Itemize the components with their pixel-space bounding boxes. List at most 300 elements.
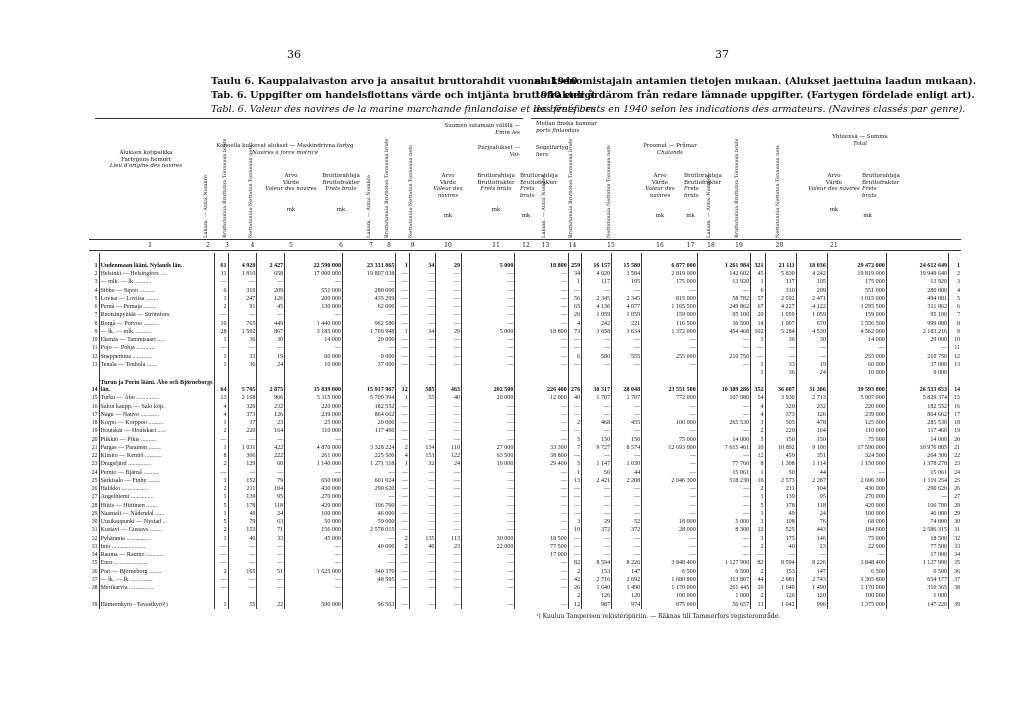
row-label: Hiitis — Hiittinen .......: [99, 502, 215, 510]
table-cell: [582, 369, 612, 377]
table-cell: 28: [215, 328, 228, 336]
table-cell: 79: [257, 477, 285, 485]
table-cell: 6 877 000: [642, 253, 698, 270]
table-cell: —: [285, 551, 343, 559]
header-block-14: [636, 173, 684, 220]
table-cell: 55: [228, 601, 257, 609]
table-cell: 17 000: [886, 551, 948, 559]
table-cell: 42: [568, 576, 581, 584]
row-label: — lk. — lk. ..............: [99, 576, 215, 584]
header-block-20: [862, 173, 900, 220]
row-index: 32: [91, 535, 98, 542]
table-cell: 60: [257, 460, 285, 468]
table-cell: —: [515, 403, 568, 411]
table-cell: 110: [436, 444, 462, 452]
row-label: Merikarvia ................: [99, 584, 215, 592]
row-label: Eura .......................: [99, 559, 215, 567]
table-cell: 1: [215, 295, 228, 303]
table-cell: 16: [751, 477, 765, 485]
table-row: [89, 510, 961, 518]
table-cell: —: [396, 551, 409, 559]
table-cell: 220 000: [827, 403, 886, 411]
table-cell: —: [568, 485, 581, 493]
table-cell: [642, 369, 698, 377]
table-cell: 28 048: [612, 377, 642, 394]
table-cell: 46 000: [886, 510, 948, 518]
table-cell: 7 615 461: [697, 444, 750, 452]
table-cell: —: [228, 543, 257, 551]
table-cell: —: [582, 336, 612, 344]
table-cell: 249 862: [697, 303, 750, 311]
table-cell: —: [697, 361, 750, 369]
table-cell: 10 976 885: [886, 444, 948, 452]
row-index-right: 12: [949, 353, 961, 361]
table-cell: —: [409, 518, 436, 526]
table-cell: 64: [215, 377, 228, 394]
row-label: [99, 369, 215, 377]
row-index-right: 20: [949, 436, 961, 444]
table-cell: 118: [796, 502, 827, 510]
table-cell: 24: [257, 361, 285, 369]
table-cell: 265 530: [697, 419, 750, 427]
table-cell: 24: [436, 460, 462, 468]
table-cell: —: [409, 287, 436, 295]
table-cell: —: [396, 419, 409, 427]
table-cell: [568, 369, 581, 377]
table-cell: —: [515, 270, 568, 278]
table-cell: 6: [751, 287, 765, 295]
table-cell: —: [462, 493, 515, 501]
table-cell: 113: [436, 535, 462, 543]
row-label: Piikkiö — Pikis ..........: [99, 436, 215, 444]
table-cell: —: [436, 287, 462, 295]
table-cell: 2: [396, 535, 409, 543]
table-cell: 8 594: [765, 559, 796, 567]
row-index: 31: [91, 527, 98, 534]
table-cell: 1 295 500: [827, 303, 886, 311]
table-cell: [215, 369, 228, 377]
header-block-15-line: Bruttofrakter: [684, 179, 722, 186]
table-cell: —: [409, 270, 436, 278]
row-index-right: 16: [949, 403, 961, 411]
table-cell: 49: [765, 510, 796, 518]
header-vertical-18: Nettotonnia Nettoton Tonneaux nets: [774, 145, 781, 238]
table-cell: 12: [568, 601, 581, 609]
table-cell: —: [257, 344, 285, 352]
row-label: Rnotsinpyhtää — Strömfors: [99, 311, 215, 319]
column-number: 8: [387, 242, 391, 249]
table-cell: 1 059: [765, 311, 796, 319]
row-label: Tenala — Tenhola .......: [99, 361, 215, 369]
column-number: 17: [686, 242, 695, 249]
table-cell: 3 658: [582, 328, 612, 336]
table-cell: 40: [409, 543, 436, 551]
table-cell: 1 015 000: [827, 295, 886, 303]
table-cell: 120: [612, 592, 642, 600]
table-cell: —: [215, 278, 228, 286]
table-cell: 1 490: [796, 584, 827, 592]
header-block-10-line: Frets bruts: [520, 186, 535, 199]
row-label: Ekenäs — Tammisaari .....: [99, 336, 215, 344]
table-cell: 54: [751, 394, 765, 402]
table-cell: 175 000: [827, 278, 886, 286]
table-cell: —: [515, 427, 568, 435]
table-cell: 259: [568, 253, 581, 270]
table-cell: [697, 369, 750, 377]
table-cell: 6 500: [642, 568, 698, 576]
header-block-15-line: Frets bruts: [684, 186, 699, 199]
table-cell: —: [409, 510, 436, 518]
header-block-10-line: Bruttofrakter: [520, 179, 558, 186]
table-cell: —: [568, 452, 581, 460]
table-cell: 52: [612, 518, 642, 526]
row-index-right: 5: [949, 295, 961, 303]
header-block-15-unit: mk: [686, 213, 695, 219]
table-cell: 264 300: [886, 452, 948, 460]
table-cell: 1 031: [228, 444, 257, 452]
table-cell: 2: [751, 592, 765, 600]
table-cell: 77 760: [697, 460, 750, 468]
title-fr-right: des frets bruts en 1940 selon les indications des armateurs. (Navires classés par genre).: [534, 104, 966, 115]
table-cell: 73: [568, 328, 581, 336]
header-motor-fr: Navires à force motrice: [252, 149, 318, 156]
table-cell: 95 100: [886, 311, 948, 319]
table-cell: 5: [751, 436, 765, 444]
table-cell: [515, 369, 568, 377]
table-cell: 10 000: [285, 361, 343, 369]
table-cell: —: [257, 469, 285, 477]
table-cell: 454 468: [697, 328, 750, 336]
table-cell: 6: [568, 353, 581, 361]
column-number: 20: [775, 242, 784, 249]
table-cell: 79: [228, 518, 257, 526]
table-cell: 962 580: [343, 320, 396, 328]
row-index: 34: [91, 552, 98, 558]
table-cell: —: [436, 510, 462, 518]
table-cell: 1 640: [582, 584, 612, 592]
table-cell: 164: [796, 427, 827, 435]
table-cell: —: [642, 493, 698, 501]
table-cell: 14: [751, 320, 765, 328]
column-number: 1: [148, 242, 152, 249]
table-cell: 225 500: [343, 452, 396, 460]
table-cell: —: [409, 477, 436, 485]
row-label: Kimito — Kemiö ...........: [99, 452, 215, 460]
page-number-right: 37: [715, 48, 729, 61]
table-cell: 153: [582, 568, 612, 576]
table-cell: 4: [396, 452, 409, 460]
table-cell: 37: [228, 419, 257, 427]
table-cell: 152: [228, 477, 257, 485]
table-cell: 32: [409, 460, 436, 468]
table-row: [89, 452, 961, 460]
table-cell: [612, 369, 642, 377]
table-cell: —: [215, 584, 228, 592]
table-cell: —: [343, 535, 396, 543]
table-cell: 3: [215, 477, 228, 485]
table-cell: 29: [582, 518, 612, 526]
table-cell: 8 594: [582, 559, 612, 567]
table-cell: 1 114: [796, 460, 827, 468]
table-cell: 463: [436, 377, 462, 394]
table-cell: 12: [396, 377, 409, 394]
table-cell: 2 287: [796, 477, 827, 485]
table-cell: 22 000: [462, 543, 515, 551]
table-cell: 420 000: [827, 502, 886, 510]
table-cell: 82: [568, 559, 581, 567]
table-cell: 2 427: [257, 253, 285, 270]
header-vertical-16: Lukum. — Antal Nombre: [706, 175, 712, 238]
table-cell: 76: [796, 518, 827, 526]
table-cell: 420 000: [285, 502, 343, 510]
table-row: [89, 559, 961, 567]
header-block-10-line: Bruttorahteja: [520, 173, 558, 179]
table-cell: 5 000: [697, 518, 750, 526]
table-cell: 29 472 000: [827, 253, 886, 270]
table-cell: —: [436, 502, 462, 510]
row-index: 4: [94, 287, 98, 294]
rule-top-right: [531, 118, 959, 119]
table-cell: 585: [409, 377, 436, 394]
table-cell: —: [396, 361, 409, 369]
table-cell: 15 061: [697, 469, 750, 477]
row-index-right: 30: [949, 518, 961, 526]
table-cell: 175 000: [642, 278, 698, 286]
table-cell: 455: [612, 419, 642, 427]
table-cell: 2: [215, 427, 228, 435]
table-cell: —: [827, 469, 886, 477]
row-index-right: 18: [949, 419, 961, 427]
table-cell: 16 157: [582, 253, 612, 270]
row-index: 19: [91, 428, 98, 435]
table-cell: 2 183 216: [886, 328, 948, 336]
table-cell: 100 000: [827, 510, 886, 518]
table-cell: —: [462, 278, 515, 286]
table-cell: 44: [796, 469, 827, 477]
table-cell: [436, 369, 462, 377]
table-cell: 1: [215, 336, 228, 344]
header-yhteensa-fi: Yhteensä — Summa: [832, 134, 888, 140]
table-cell: —: [409, 568, 436, 576]
table-cell: —: [396, 311, 409, 319]
table-cell: —: [409, 485, 436, 493]
table-cell: 9 106: [796, 444, 827, 452]
table-cell: —: [228, 311, 257, 319]
table-cell: —: [568, 493, 581, 501]
table-cell: 2: [215, 526, 228, 534]
table-cell: —: [642, 427, 698, 435]
row-index-right: 31: [949, 526, 961, 534]
table-cell: 153: [409, 452, 436, 460]
table-cell: 2: [568, 568, 581, 576]
table-cell: 2: [215, 485, 228, 493]
table-cell: —: [436, 411, 462, 419]
table-cell: —: [697, 452, 750, 460]
table-cell: —: [582, 543, 612, 551]
table-cell: —: [582, 411, 612, 419]
table-cell: 601 024: [343, 477, 396, 485]
table-cell: —: [462, 295, 515, 303]
table-cell: 75 000: [827, 436, 886, 444]
table-cell: 4: [215, 403, 228, 411]
table-cell: 182 552: [886, 403, 948, 411]
row-index: 7: [94, 312, 98, 319]
table-cell: 45: [257, 303, 285, 311]
table-cell: 117: [765, 278, 796, 286]
table-cell: 3: [751, 419, 765, 427]
table-cell: —: [462, 601, 515, 609]
row-index: 24: [91, 469, 98, 476]
table-cell: 1: [751, 361, 765, 369]
table-cell: 1: [396, 253, 409, 270]
column-number: 9: [410, 242, 415, 249]
table-cell: 12 693 000: [642, 444, 698, 452]
table-cell: —: [462, 361, 515, 369]
table-cell: —: [796, 353, 827, 361]
row-index-right: 33: [949, 543, 961, 551]
table-cell: —: [409, 344, 436, 352]
table-cell: 135: [409, 535, 436, 543]
table-cell: —: [697, 510, 750, 518]
table-cell: 23: [436, 543, 462, 551]
table-cell: 153: [228, 526, 257, 534]
table-cell: 165: [228, 568, 257, 576]
header-block-14-line: Värde: [651, 179, 669, 186]
table-cell: 182 552: [343, 403, 396, 411]
table-cell: 518 230: [697, 477, 750, 485]
header-block-19-line: Arvo: [827, 173, 841, 179]
table-cell: 270 000: [285, 493, 343, 501]
table-cell: —: [396, 270, 409, 278]
header-block-20-line: Frets bruts: [862, 186, 877, 199]
table-cell: 153: [765, 568, 796, 576]
table-cell: 2 345: [582, 295, 612, 303]
table-cell: —: [409, 353, 436, 361]
header-block-19: [806, 173, 862, 213]
table-cell: 33: [765, 361, 796, 369]
table-row: [89, 419, 961, 427]
table-cell: —: [568, 510, 581, 518]
table-cell: —: [436, 270, 462, 278]
table-cell: —: [396, 353, 409, 361]
table-cell: —: [612, 452, 642, 460]
header-block-9-unit: mk: [491, 206, 501, 213]
table-cell: 65: [568, 303, 581, 311]
table-cell: —: [697, 427, 750, 435]
row-label: Helsinki — Helsingfors ....: [99, 270, 215, 278]
title-fi-left: Taulu 6. Kauppalaivaston arvo ja ansaitut bruttorahdit vuonna 1940: [211, 76, 578, 87]
table-cell: 36: [228, 336, 257, 344]
table-row: [89, 427, 961, 435]
table-cell: 5 829 374: [886, 394, 948, 402]
table-cell: 29 400: [515, 460, 568, 468]
table-cell: —: [436, 576, 462, 584]
table-cell: 37 000: [343, 361, 396, 369]
table-cell: 5 284: [765, 328, 796, 336]
table-cell: 125 000: [827, 419, 886, 427]
table-cell: 45: [751, 270, 765, 278]
table-cell: 19 819 000: [827, 270, 886, 278]
table-cell: —: [396, 576, 409, 584]
table-cell: 10: [568, 526, 581, 534]
table-cell: 4 020: [582, 270, 612, 278]
table-cell: 37 000: [886, 361, 948, 369]
row-index-right: 26: [949, 485, 961, 493]
table-cell: —: [765, 344, 796, 352]
table-cell: —: [582, 493, 612, 501]
header-home-port-fi: Aluksen kotipaikka: [119, 150, 173, 156]
header-vertical-2: Nettotonnia Nettoton Tonneaux nets: [247, 145, 254, 238]
table-cell: 555: [612, 353, 642, 361]
table-cell: 75 000: [642, 436, 698, 444]
table-cell: 867: [257, 328, 285, 336]
table-cell: —: [515, 568, 568, 576]
table-cell: 2: [568, 592, 581, 600]
table-row: [89, 336, 961, 344]
table-cell: 1: [215, 535, 228, 543]
title-sv-right: 1940 enligt därom från redare lämnade uppgifter. (Fartygen fördelade enligt art).: [534, 90, 975, 101]
table-cell: —: [568, 287, 581, 295]
table-cell: 2: [751, 543, 765, 551]
table-cell: 134: [409, 444, 436, 452]
row-label: Uudenmaan lääni. Nylands län.: [99, 253, 215, 270]
table-cell: —: [285, 576, 343, 584]
table-cell: —: [396, 510, 409, 518]
table-cell: 18 800: [515, 253, 568, 270]
table-cell: —: [436, 436, 462, 444]
table-cell: 139: [765, 493, 796, 501]
table-cell: 220: [765, 427, 796, 435]
header-vertical-6: Bruttotonnia Bruttoton Tonneaux bruts: [384, 138, 390, 238]
table-cell: —: [436, 344, 462, 352]
table-cell: 45 000: [285, 535, 343, 543]
row-index: 33: [91, 543, 98, 550]
table-cell: —: [582, 344, 612, 352]
table-cell: —: [396, 601, 409, 609]
row-label: Houtskär — Houtskari .....: [99, 427, 215, 435]
table-cell: 4 122: [796, 303, 827, 311]
table-cell: 120: [796, 592, 827, 600]
row-index: 8: [94, 320, 98, 327]
table-cell: —: [515, 278, 568, 286]
header-block-4-line: Frets bruts: [325, 186, 357, 192]
table-cell: 2 421: [582, 477, 612, 485]
table-cell: 3 305 800: [827, 576, 886, 584]
table-cell: —: [751, 353, 765, 361]
row-index-right: 8: [949, 320, 961, 328]
column-number: 18: [707, 242, 715, 249]
table-cell: —: [568, 411, 581, 419]
header-block-19-line: Valeur des navires: [808, 186, 860, 192]
table-row: [89, 303, 961, 311]
table-row: [89, 460, 961, 468]
table-cell: [285, 369, 343, 377]
table-cell: 864 662: [886, 411, 948, 419]
header-block-9-line: Bruttorahteja: [477, 173, 515, 179]
table-cell: 1 271 118: [343, 460, 396, 468]
table-cell: —: [409, 559, 436, 567]
table-cell: 139: [228, 493, 257, 501]
table-cell: 1 261 984: [697, 253, 750, 270]
table-cell: —: [462, 568, 515, 576]
table-cell: —: [642, 510, 698, 518]
column-number: 12: [522, 242, 530, 249]
table-cell: 82: [751, 559, 765, 567]
table-cell: —: [228, 436, 257, 444]
table-cell: 2 875: [257, 377, 285, 394]
table-cell: 15 839 000: [285, 377, 343, 394]
table-cell: —: [515, 353, 568, 361]
